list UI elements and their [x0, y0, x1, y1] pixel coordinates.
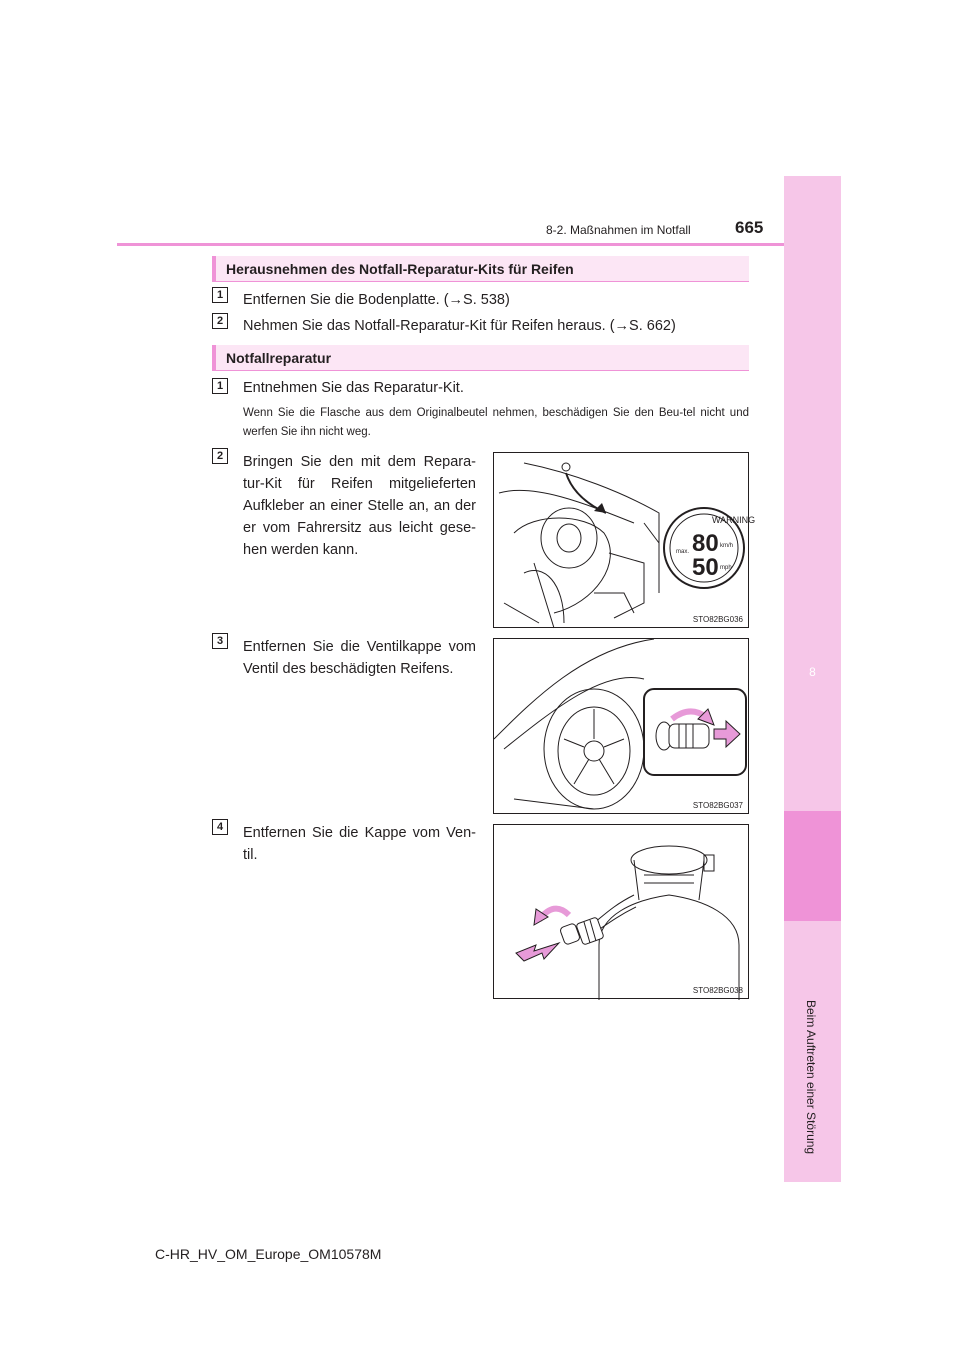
- sticker-unit-mph: mph: [720, 565, 732, 571]
- sticker-speed-kmh: 80: [692, 530, 719, 557]
- section-heading: [212, 345, 749, 371]
- sticker-speed-mph: 50: [692, 554, 719, 581]
- warning-sticker-icon: [664, 508, 755, 588]
- figure-code: STO82BG036: [692, 615, 743, 624]
- page-number: 665: [735, 218, 764, 237]
- step-text: Entnehmen Sie das Reparatur-Kit.: [243, 380, 464, 396]
- section-heading-title: Notfallreparatur: [226, 350, 332, 366]
- step-number: 3: [212, 633, 228, 649]
- figure-code: STO82BG037: [692, 801, 743, 810]
- step-text: Nehmen Sie das Notfall-Reparatur-Kit für Reifen heraus. (→S. 662): [243, 318, 676, 334]
- car-interior-illustration: [494, 453, 756, 629]
- sticker-max: max.: [676, 549, 690, 555]
- figure-valve-cap: [493, 638, 749, 814]
- step-text: Entfernen Sie die Kappe vom Ven-til.: [243, 825, 476, 863]
- step-note: Wenn Sie die Flasche aus dem Originalbeutel nehmen, beschädigen Sie den Beu-tel nicht und werfen Sie ihn nicht weg.: [243, 407, 749, 438]
- step-text: Entfernen Sie die Bodenplatte. (→S. 538): [243, 292, 510, 308]
- section-heading: [212, 256, 749, 282]
- section-heading-title: Herausnehmen des Notfall-Reparatur-Kits für Reifen: [226, 261, 574, 277]
- step-number: 1: [212, 378, 228, 394]
- figure-bottle-cap: [493, 824, 749, 999]
- step-number: 4: [212, 819, 228, 835]
- document-id: C-HR_HV_OM_Europe_OM10578M: [155, 1246, 382, 1262]
- chapter-tab: [784, 811, 841, 921]
- step-number: 2: [212, 448, 228, 464]
- figure-code: STO82BG038: [692, 986, 743, 995]
- header-rule: [117, 243, 784, 246]
- sticker-unit-kmh: km/h: [720, 543, 734, 549]
- chapter-number: 8: [809, 665, 816, 679]
- step-number: 2: [212, 313, 228, 329]
- sealant-bottle-illustration: [494, 825, 750, 1000]
- wheel-valve-illustration: [494, 639, 750, 815]
- step-text: Entfernen Sie die Ventilkappe vom Ventil des beschädigten Reifens.: [243, 639, 476, 677]
- sticker-warning-text: WARNING: [712, 515, 756, 525]
- figure-sticker-placement: [493, 452, 756, 628]
- chapter-title: Beim Auftreten einer Störung: [804, 1000, 818, 1155]
- step-number: 1: [212, 287, 228, 303]
- section-header: 8-2. Maßnahmen im Notfall: [546, 223, 691, 237]
- step-text: Bringen Sie den mit dem Repara-tur-Kit für Reifen mitgelieferten Aufkleber an einer Stelle an, an der er vom Fahrersitz aus leicht gese-hen werden kann.: [243, 454, 476, 558]
